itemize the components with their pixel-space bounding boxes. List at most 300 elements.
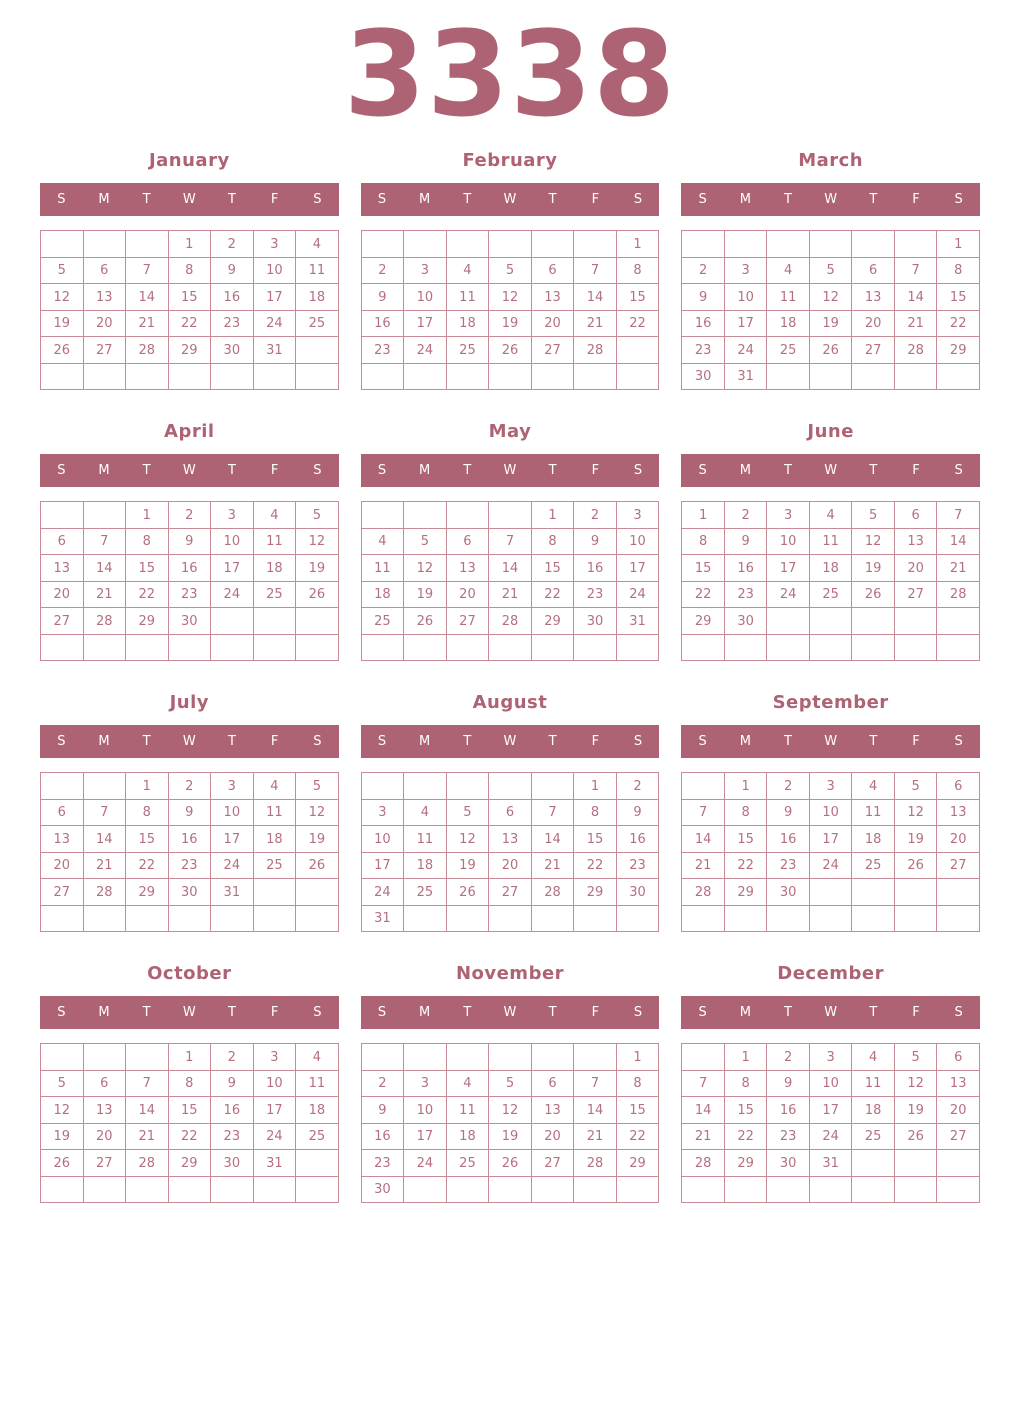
day-cell: 12 (894, 1070, 937, 1097)
day-cell-empty (852, 634, 895, 661)
day-cell: 5 (894, 1044, 937, 1071)
weekday-label: S (313, 463, 322, 479)
day-cell: 28 (682, 1150, 725, 1177)
day-cell-empty (682, 231, 725, 258)
day-cell-empty (253, 634, 296, 661)
month-title: November (455, 963, 565, 985)
week-row (682, 1097, 980, 1124)
month-block-june (681, 411, 980, 661)
day-cell-empty (894, 634, 937, 661)
day-cell: 9 (616, 799, 659, 826)
day-cell: 2 (168, 773, 211, 800)
month-days-table (40, 501, 339, 661)
day-cell: 16 (574, 555, 617, 582)
month-block-february (361, 140, 660, 390)
week-row (361, 773, 659, 800)
day-cell: 24 (809, 852, 852, 879)
day-cell: 13 (446, 555, 489, 582)
week-row (682, 1123, 980, 1150)
weekday-label: M (98, 1005, 110, 1021)
week-row (682, 826, 980, 853)
day-cell-empty (83, 905, 126, 932)
weekday-label: W (182, 463, 196, 479)
day-cell: 13 (83, 284, 126, 311)
day-cell: 23 (168, 581, 211, 608)
day-cell: 29 (682, 608, 725, 635)
weekday-label: T (463, 734, 472, 750)
day-cell: 11 (446, 1097, 489, 1124)
day-cell: 23 (361, 1150, 404, 1177)
day-cell: 11 (446, 284, 489, 311)
day-cell: 14 (574, 1097, 617, 1124)
day-cell: 18 (404, 852, 447, 879)
day-cell: 28 (531, 879, 574, 906)
day-cell: 9 (361, 284, 404, 311)
day-cell: 17 (724, 310, 767, 337)
day-cell: 30 (211, 337, 254, 364)
weekday-label: S (954, 463, 963, 479)
week-row (682, 799, 980, 826)
day-cell: 21 (126, 1123, 169, 1150)
week-row (682, 852, 980, 879)
day-cell: 17 (404, 310, 447, 337)
week-row (361, 1176, 659, 1203)
day-cell: 31 (361, 905, 404, 932)
week-row (361, 284, 659, 311)
day-cell: 5 (404, 528, 447, 555)
day-cell-empty (616, 337, 659, 364)
day-cell: 17 (211, 555, 254, 582)
month-title: January (148, 150, 230, 172)
day-cell: 6 (937, 773, 980, 800)
month-days-table (40, 230, 339, 390)
day-cell-empty (253, 1176, 296, 1203)
day-cell: 13 (852, 284, 895, 311)
day-cell: 20 (41, 581, 84, 608)
day-cell: 13 (894, 528, 937, 555)
day-cell: 21 (126, 310, 169, 337)
day-cell: 23 (767, 1123, 810, 1150)
day-cell-empty (852, 608, 895, 635)
day-cell: 6 (937, 1044, 980, 1071)
weekday-label: S (698, 1005, 707, 1021)
week-row (682, 634, 980, 661)
day-cell: 13 (531, 284, 574, 311)
day-cell: 2 (211, 1044, 254, 1071)
day-cell: 12 (852, 528, 895, 555)
day-cell: 23 (724, 581, 767, 608)
day-cell: 5 (296, 502, 339, 529)
week-row (361, 555, 659, 582)
day-cell: 3 (211, 502, 254, 529)
day-cell-empty (489, 1044, 532, 1071)
weekday-label: T (869, 463, 878, 479)
day-cell: 24 (253, 1123, 296, 1150)
day-cell: 15 (168, 284, 211, 311)
day-cell: 22 (724, 1123, 767, 1150)
day-cell: 29 (937, 337, 980, 364)
day-cell-empty (296, 363, 339, 390)
day-cell: 5 (489, 1070, 532, 1097)
month-title: February (462, 150, 558, 172)
day-cell: 8 (168, 1070, 211, 1097)
day-cell: 6 (41, 528, 84, 555)
day-cell: 19 (809, 310, 852, 337)
day-cell: 11 (852, 1070, 895, 1097)
day-cell: 20 (41, 852, 84, 879)
day-cell-empty (682, 634, 725, 661)
day-cell: 9 (211, 257, 254, 284)
weekday-label: F (591, 1005, 600, 1021)
day-cell-empty (852, 879, 895, 906)
day-cell-empty (296, 879, 339, 906)
day-cell-empty (682, 1044, 725, 1071)
weekday-label: W (503, 1005, 517, 1021)
day-cell: 9 (168, 528, 211, 555)
day-cell: 7 (126, 257, 169, 284)
day-cell: 17 (616, 555, 659, 582)
day-cell: 3 (809, 1044, 852, 1071)
day-cell-empty (489, 231, 532, 258)
week-row (682, 1150, 980, 1177)
weekday-label: M (739, 192, 751, 208)
day-cell-empty (361, 363, 404, 390)
day-cell: 23 (211, 310, 254, 337)
day-cell: 25 (253, 852, 296, 879)
week-row (41, 773, 339, 800)
day-cell: 27 (937, 1123, 980, 1150)
day-cell-empty (767, 608, 810, 635)
day-cell: 15 (616, 284, 659, 311)
week-row (41, 1123, 339, 1150)
day-cell: 14 (682, 826, 725, 853)
day-cell-empty (574, 1176, 617, 1203)
day-cell-empty (531, 363, 574, 390)
day-cell: 1 (574, 773, 617, 800)
weekday-label: T (784, 192, 792, 208)
day-cell-empty (168, 905, 211, 932)
day-cell-empty (296, 1150, 339, 1177)
weekday-label: S (57, 463, 66, 479)
week-row (361, 363, 659, 390)
day-cell-empty (852, 1176, 895, 1203)
day-cell: 26 (894, 852, 937, 879)
day-cell: 28 (574, 1150, 617, 1177)
day-cell-empty (682, 905, 725, 932)
month-title: April (164, 421, 215, 443)
day-cell: 7 (574, 257, 617, 284)
weekday-label: W (824, 1005, 838, 1021)
week-row (682, 284, 980, 311)
month-days-body (41, 773, 339, 932)
day-cell: 1 (682, 502, 725, 529)
day-cell: 26 (446, 879, 489, 906)
month-days-body (682, 502, 980, 661)
day-cell: 6 (446, 528, 489, 555)
day-cell: 14 (682, 1097, 725, 1124)
day-cell: 7 (83, 528, 126, 555)
month-days-table (361, 501, 660, 661)
weekday-label: S (57, 734, 66, 750)
day-cell: 10 (404, 1097, 447, 1124)
weekday-label: F (270, 734, 279, 750)
day-cell-empty (126, 231, 169, 258)
week-row (41, 1070, 339, 1097)
week-row (361, 634, 659, 661)
weekday-label: S (377, 734, 387, 750)
day-cell: 23 (168, 852, 211, 879)
day-cell-empty (83, 231, 126, 258)
day-cell: 20 (83, 310, 126, 337)
day-cell: 15 (126, 555, 169, 582)
weekday-label: F (591, 734, 600, 750)
day-cell: 24 (253, 310, 296, 337)
day-cell: 19 (894, 826, 937, 853)
day-cell: 21 (894, 310, 937, 337)
day-cell-empty (894, 1176, 937, 1203)
day-cell: 23 (682, 337, 725, 364)
week-row (41, 310, 339, 337)
day-cell: 18 (253, 826, 296, 853)
weekday-header-row (361, 725, 660, 758)
weekday-label: T (548, 1005, 557, 1021)
weekday-label: W (182, 734, 196, 750)
week-row (41, 257, 339, 284)
week-row (41, 337, 339, 364)
day-cell: 3 (404, 1070, 447, 1097)
day-cell: 21 (83, 581, 126, 608)
day-cell: 29 (724, 1150, 767, 1177)
day-cell: 4 (296, 231, 339, 258)
day-cell: 12 (404, 555, 447, 582)
day-cell: 12 (489, 284, 532, 311)
week-row (361, 1123, 659, 1150)
day-cell-empty (682, 773, 725, 800)
day-cell: 19 (41, 1123, 84, 1150)
week-row (41, 363, 339, 390)
day-cell: 25 (446, 1150, 489, 1177)
day-cell-empty (894, 608, 937, 635)
day-cell: 15 (168, 1097, 211, 1124)
weekday-label: M (419, 734, 431, 750)
day-cell: 25 (296, 310, 339, 337)
day-cell: 12 (446, 826, 489, 853)
day-cell-empty (937, 879, 980, 906)
day-cell: 14 (126, 284, 169, 311)
day-cell: 28 (574, 337, 617, 364)
month-days-body (361, 231, 659, 390)
day-cell-empty (767, 1176, 810, 1203)
day-cell: 10 (809, 799, 852, 826)
week-row (682, 310, 980, 337)
day-cell: 6 (83, 1070, 126, 1097)
day-cell: 26 (41, 1150, 84, 1177)
day-cell: 13 (937, 799, 980, 826)
weekday-label: W (503, 734, 517, 750)
day-cell: 6 (894, 502, 937, 529)
day-cell: 24 (361, 879, 404, 906)
day-cell-empty (852, 1150, 895, 1177)
day-cell-empty (937, 363, 980, 390)
day-cell: 2 (168, 502, 211, 529)
weekday-label: S (377, 463, 387, 479)
day-cell: 3 (767, 502, 810, 529)
day-cell: 19 (41, 310, 84, 337)
day-cell: 7 (682, 1070, 725, 1097)
month-days-body (41, 231, 339, 390)
month-days-table (361, 772, 660, 932)
week-row (41, 231, 339, 258)
day-cell: 1 (724, 1044, 767, 1071)
day-cell: 30 (767, 1150, 810, 1177)
day-cell: 3 (361, 799, 404, 826)
day-cell: 5 (41, 1070, 84, 1097)
day-cell: 30 (574, 608, 617, 635)
day-cell: 15 (531, 555, 574, 582)
day-cell-empty (531, 231, 574, 258)
day-cell: 29 (126, 608, 169, 635)
day-cell: 27 (852, 337, 895, 364)
day-cell: 18 (852, 1097, 895, 1124)
weekday-label: S (698, 734, 707, 750)
day-cell: 13 (489, 826, 532, 853)
day-cell: 10 (616, 528, 659, 555)
weekday-label: T (869, 734, 878, 750)
month-block-november (361, 953, 660, 1203)
day-cell-empty (211, 905, 254, 932)
weekday-label: F (270, 192, 279, 208)
day-cell: 3 (253, 1044, 296, 1071)
month-days-table (681, 501, 980, 661)
day-cell-empty (361, 231, 404, 258)
day-cell: 25 (296, 1123, 339, 1150)
day-cell-empty (404, 502, 447, 529)
day-cell: 18 (253, 555, 296, 582)
day-cell-empty (253, 879, 296, 906)
week-row (41, 799, 339, 826)
weekday-label: T (784, 1005, 792, 1021)
week-row (682, 879, 980, 906)
day-cell: 8 (531, 528, 574, 555)
day-cell: 21 (489, 581, 532, 608)
weekday-label: W (503, 192, 517, 208)
day-cell: 24 (724, 337, 767, 364)
day-cell-empty (446, 1176, 489, 1203)
day-cell: 19 (489, 1123, 532, 1150)
day-cell: 14 (489, 555, 532, 582)
day-cell-empty (489, 1176, 532, 1203)
day-cell: 14 (126, 1097, 169, 1124)
day-cell-empty (852, 231, 895, 258)
day-cell: 24 (809, 1123, 852, 1150)
day-cell-empty (809, 608, 852, 635)
weekday-header-row (361, 454, 660, 487)
day-cell-empty (404, 363, 447, 390)
day-cell: 16 (361, 310, 404, 337)
day-cell: 8 (724, 1070, 767, 1097)
month-days-body (682, 773, 980, 932)
day-cell: 7 (937, 502, 980, 529)
day-cell: 5 (489, 257, 532, 284)
week-row (682, 363, 980, 390)
day-cell-empty (809, 879, 852, 906)
day-cell-empty (404, 634, 447, 661)
day-cell-empty (682, 1176, 725, 1203)
weekday-label: M (739, 1005, 751, 1021)
day-cell: 15 (937, 284, 980, 311)
weekday-header-row (361, 996, 660, 1029)
weekday-label: S (57, 192, 66, 208)
weekday-label: F (912, 734, 920, 750)
day-cell-empty (894, 905, 937, 932)
day-cell: 18 (809, 555, 852, 582)
day-cell: 16 (168, 826, 211, 853)
day-cell-empty (937, 634, 980, 661)
day-cell-empty (361, 634, 404, 661)
day-cell: 11 (809, 528, 852, 555)
week-row (682, 231, 980, 258)
week-row (361, 826, 659, 853)
day-cell: 14 (531, 826, 574, 853)
day-cell-empty (41, 773, 84, 800)
month-title: September (772, 692, 889, 714)
day-cell: 2 (361, 257, 404, 284)
day-cell: 9 (361, 1097, 404, 1124)
day-cell: 5 (894, 773, 937, 800)
weekday-header-row (40, 454, 339, 487)
day-cell-empty (446, 905, 489, 932)
day-cell: 31 (724, 363, 767, 390)
weekday-label: F (270, 463, 279, 479)
day-cell: 28 (83, 879, 126, 906)
day-cell: 7 (682, 799, 725, 826)
weekday-label: M (419, 192, 431, 208)
day-cell: 16 (616, 826, 659, 853)
day-cell-empty (616, 363, 659, 390)
day-cell: 19 (446, 852, 489, 879)
day-cell-empty (296, 337, 339, 364)
day-cell-empty (404, 1044, 447, 1071)
day-cell: 18 (361, 581, 404, 608)
month-title: June (807, 421, 854, 443)
day-cell: 2 (724, 502, 767, 529)
day-cell: 24 (211, 581, 254, 608)
day-cell: 15 (126, 826, 169, 853)
day-cell-empty (767, 634, 810, 661)
day-cell-empty (296, 1176, 339, 1203)
day-cell-empty (168, 363, 211, 390)
day-cell: 25 (809, 581, 852, 608)
day-cell: 29 (126, 879, 169, 906)
day-cell: 4 (446, 257, 489, 284)
day-cell-empty (83, 1176, 126, 1203)
day-cell: 23 (361, 337, 404, 364)
day-cell: 30 (767, 879, 810, 906)
day-cell: 17 (809, 1097, 852, 1124)
month-block-march (681, 140, 980, 390)
day-cell: 22 (126, 581, 169, 608)
day-cell: 4 (767, 257, 810, 284)
day-cell: 25 (404, 879, 447, 906)
day-cell: 16 (682, 310, 725, 337)
week-row (682, 528, 980, 555)
day-cell: 21 (83, 852, 126, 879)
weekday-header-row (681, 996, 980, 1029)
week-row (361, 1070, 659, 1097)
weekday-header-row (681, 725, 980, 758)
weekday-label: S (313, 1005, 322, 1021)
day-cell: 8 (126, 528, 169, 555)
